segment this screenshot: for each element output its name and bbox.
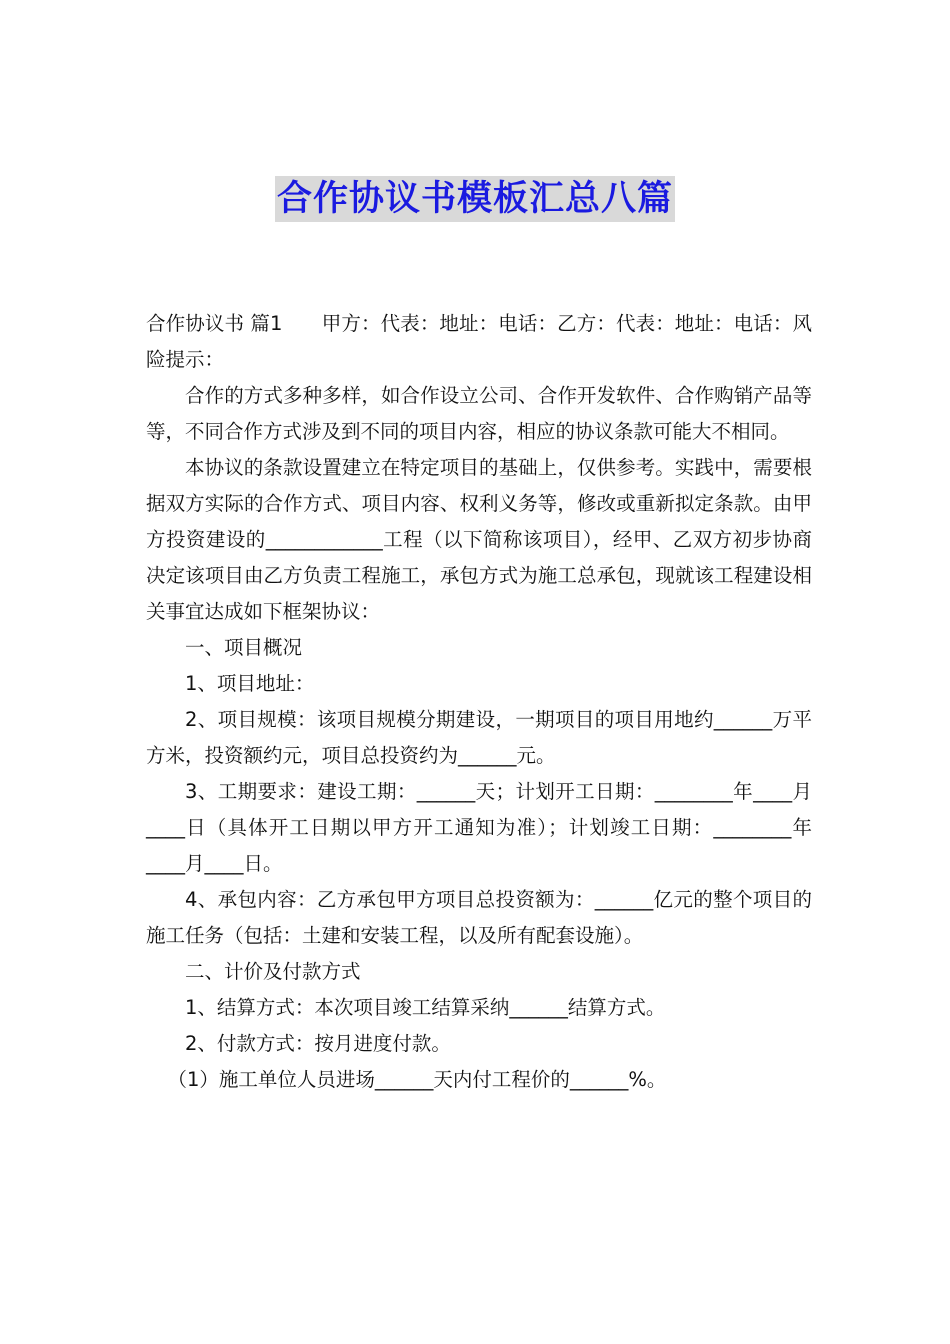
item-1-3: 3、工期要求：建设工期：______天；计划开工日期：________年____月____日（具体开工日期以甲方开工通知为准）；计划竣工日期：________年____月____日。 (146, 780, 812, 875)
item-1-4: 4、承包内容：乙方承包甲方项目总投资额为：______亿元的整个项目的施工任务（包括：土建和安装工程，以及所有配套设施）。 (146, 888, 812, 947)
item-1-1: 1、项目地址： (185, 672, 315, 695)
document-body (146, 306, 812, 1098)
item-2-1: 1、结算方式：本次项目竣工结算采纳______结算方式。 (185, 996, 666, 1019)
risk-paragraph-2: 本协议的条款设置建立在特定项目的基础上，仅供参考。实践中，需要根据双方实际的合作方式、项目内容、权利义务等，修改或重新拟定条款。由甲方投资建设的____________工程（以下简称该项目），经甲、乙双方初步协商决定该项目由乙方负责工程施工，承包方式为施工总承包，现就该工程建设相关事宜达成如下框架协议： (146, 456, 812, 623)
document-title: 合作协议书模板汇总八篇 (275, 176, 675, 222)
header-line: 合作协议书 篇1 甲方：代表：地址：电话：乙方：代表：地址：电话：风险提示： (146, 312, 812, 371)
item-1-2: 2、项目规模：该项目规模分期建设，一期项目的项目用地约______万平方米，投资额约元，项目总投资约为______元。 (146, 708, 812, 767)
document-title-wrap (0, 176, 950, 222)
risk-paragraph-1: 合作的方式多种多样，如合作设立公司、合作开发软件、合作购销产品等等，不同合作方式涉及到不同的项目内容，相应的协议条款可能大不相同。 (146, 384, 812, 443)
item-2-2-1: （1）施工单位人员进场______天内付工程价的______%。 (167, 1068, 667, 1091)
section-1-heading: 一、项目概况 (185, 636, 303, 659)
item-2-2: 2、付款方式：按月进度付款。 (185, 1032, 451, 1055)
section-2-heading: 二、计价及付款方式 (185, 960, 361, 983)
